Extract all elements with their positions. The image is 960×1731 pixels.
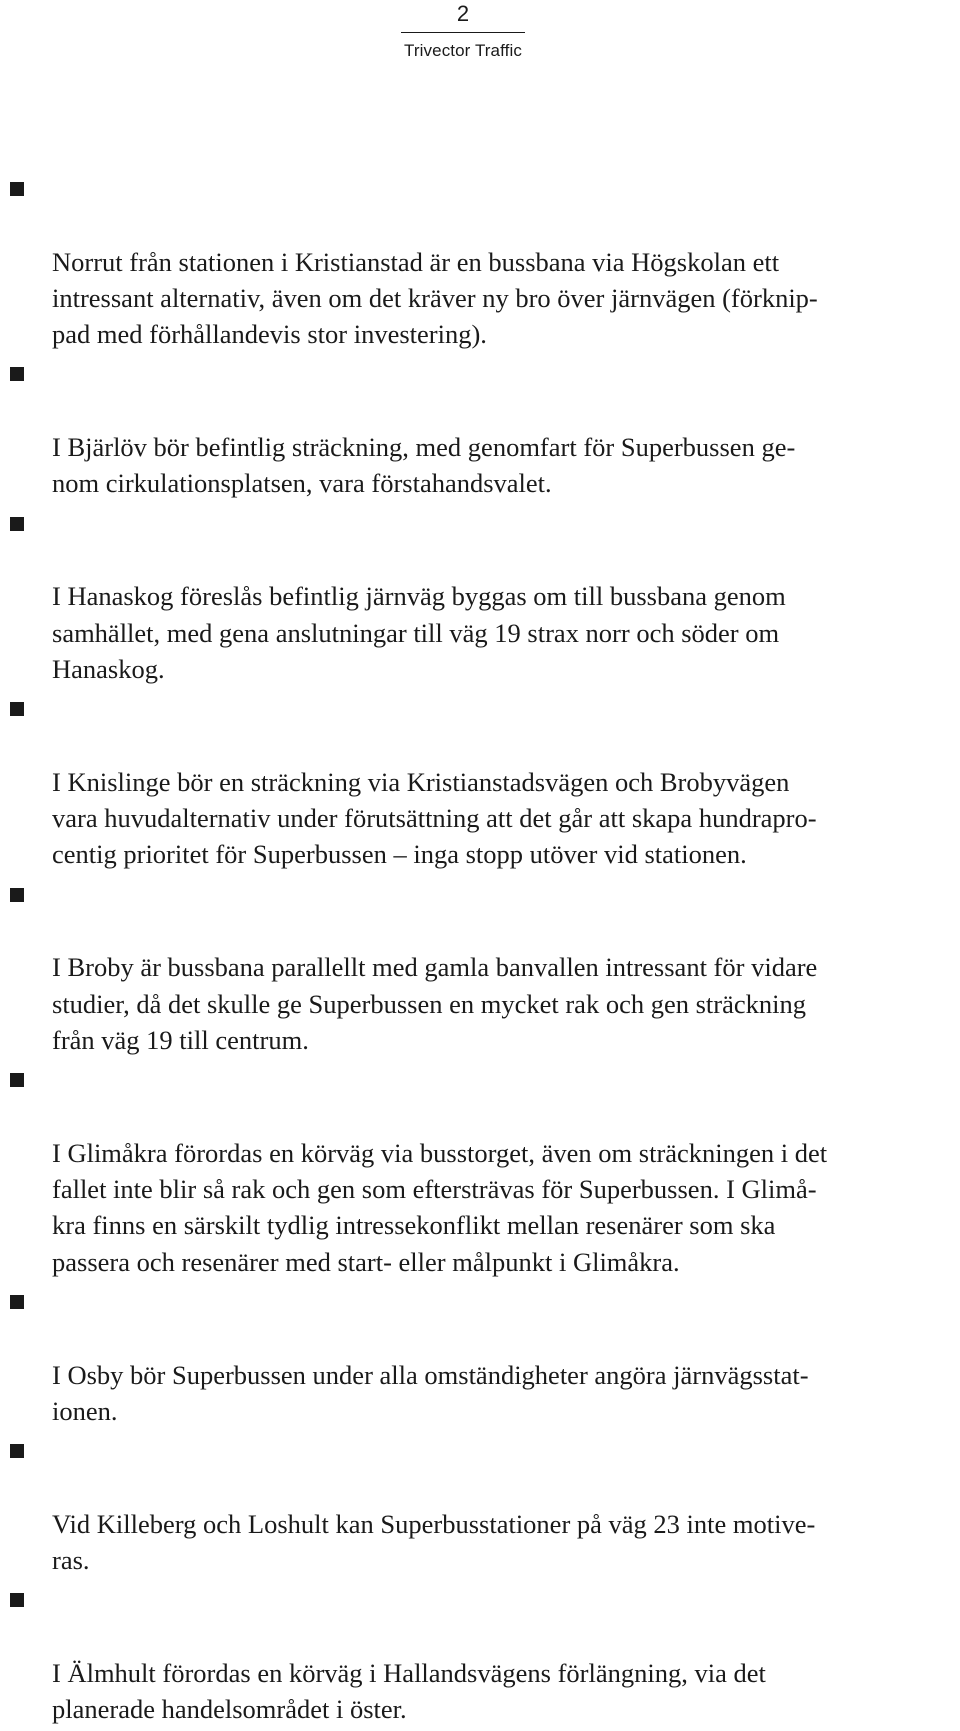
square-bullet-icon bbox=[10, 182, 24, 196]
list-item-text: I Broby är bussbana parallellt med gamla banvallen intressant för vidare studier, då det skulle ge Superbussen en mycket rak och gen sträckning från väg 19 till centrum. bbox=[52, 952, 818, 1055]
square-bullet-icon bbox=[10, 367, 24, 381]
list-item-text: I Älmhult förordas en körväg i Hallandsvägens förlängning, via det planerade handelsområdet i öster. bbox=[52, 1657, 766, 1725]
square-bullet-icon bbox=[10, 1444, 24, 1458]
list-item-text: I Glimåkra förordas en körväg via busstorget, även om sträckningen i det fallet inte blir så rak och gen som eftersträvas för Superbussen. I Glimå- kra finns en särskilt tydlig intressekonflikt mellan resenärer som ska passera och resenärer med start- eller målpunkt i Glimåkra. bbox=[52, 1137, 828, 1277]
page-header bbox=[398, 0, 528, 62]
list-item bbox=[0, 691, 960, 872]
list-item bbox=[0, 506, 960, 687]
list-item-text: I Bjärlöv bör befintlig sträckning, med genomfart för Superbussen ge- nom cirkulationsplatsen, vara förstahandsvalet. bbox=[52, 432, 796, 499]
page-number: 2 bbox=[456, 1, 470, 26]
square-bullet-icon bbox=[10, 1593, 24, 1607]
list-item-text: Norrut från stationen i Kristianstad är en bussbana via Högskolan ett intressant alternativ, även om det kräver ny bro över järnvägen (förknip- pad med förhållandevis stor investering). bbox=[52, 246, 818, 350]
header-title: Trivector Traffic bbox=[404, 41, 522, 60]
list-item-text: I Hanaskog föreslås befintlig järnväg byggas om till bussbana genom samhället, med gena anslutningar till väg 19 strax norr och söder om Hanaskog. bbox=[52, 581, 786, 684]
list-item-text: I Osby bör Superbussen under alla omständigheter angöra järnvägsstat- ionen. bbox=[52, 1359, 809, 1426]
list-item bbox=[0, 356, 960, 501]
list-item bbox=[0, 1284, 960, 1429]
list-item-text: I Knislinge bör en sträckning via Kristianstadsvägen och Brobyvägen vara huvudalternativ under förutsättning att det går att skapa hundrapro- centig prioritet för Superbussen – inga stopp utöver vid stationen. bbox=[52, 766, 817, 870]
square-bullet-icon bbox=[10, 517, 24, 531]
header-divider bbox=[401, 32, 525, 33]
bullet-list bbox=[0, 171, 960, 1731]
square-bullet-icon bbox=[10, 888, 24, 902]
list-item bbox=[0, 1582, 960, 1727]
list-item bbox=[0, 1433, 960, 1578]
list-item bbox=[0, 877, 960, 1058]
list-item bbox=[0, 1062, 960, 1280]
list-item bbox=[0, 171, 960, 352]
list-item-text: Vid Killeberg och Loshult kan Superbusstationer på väg 23 inte motive- ras. bbox=[52, 1508, 816, 1575]
square-bullet-icon bbox=[10, 1073, 24, 1087]
square-bullet-icon bbox=[10, 702, 24, 716]
square-bullet-icon bbox=[10, 1295, 24, 1309]
